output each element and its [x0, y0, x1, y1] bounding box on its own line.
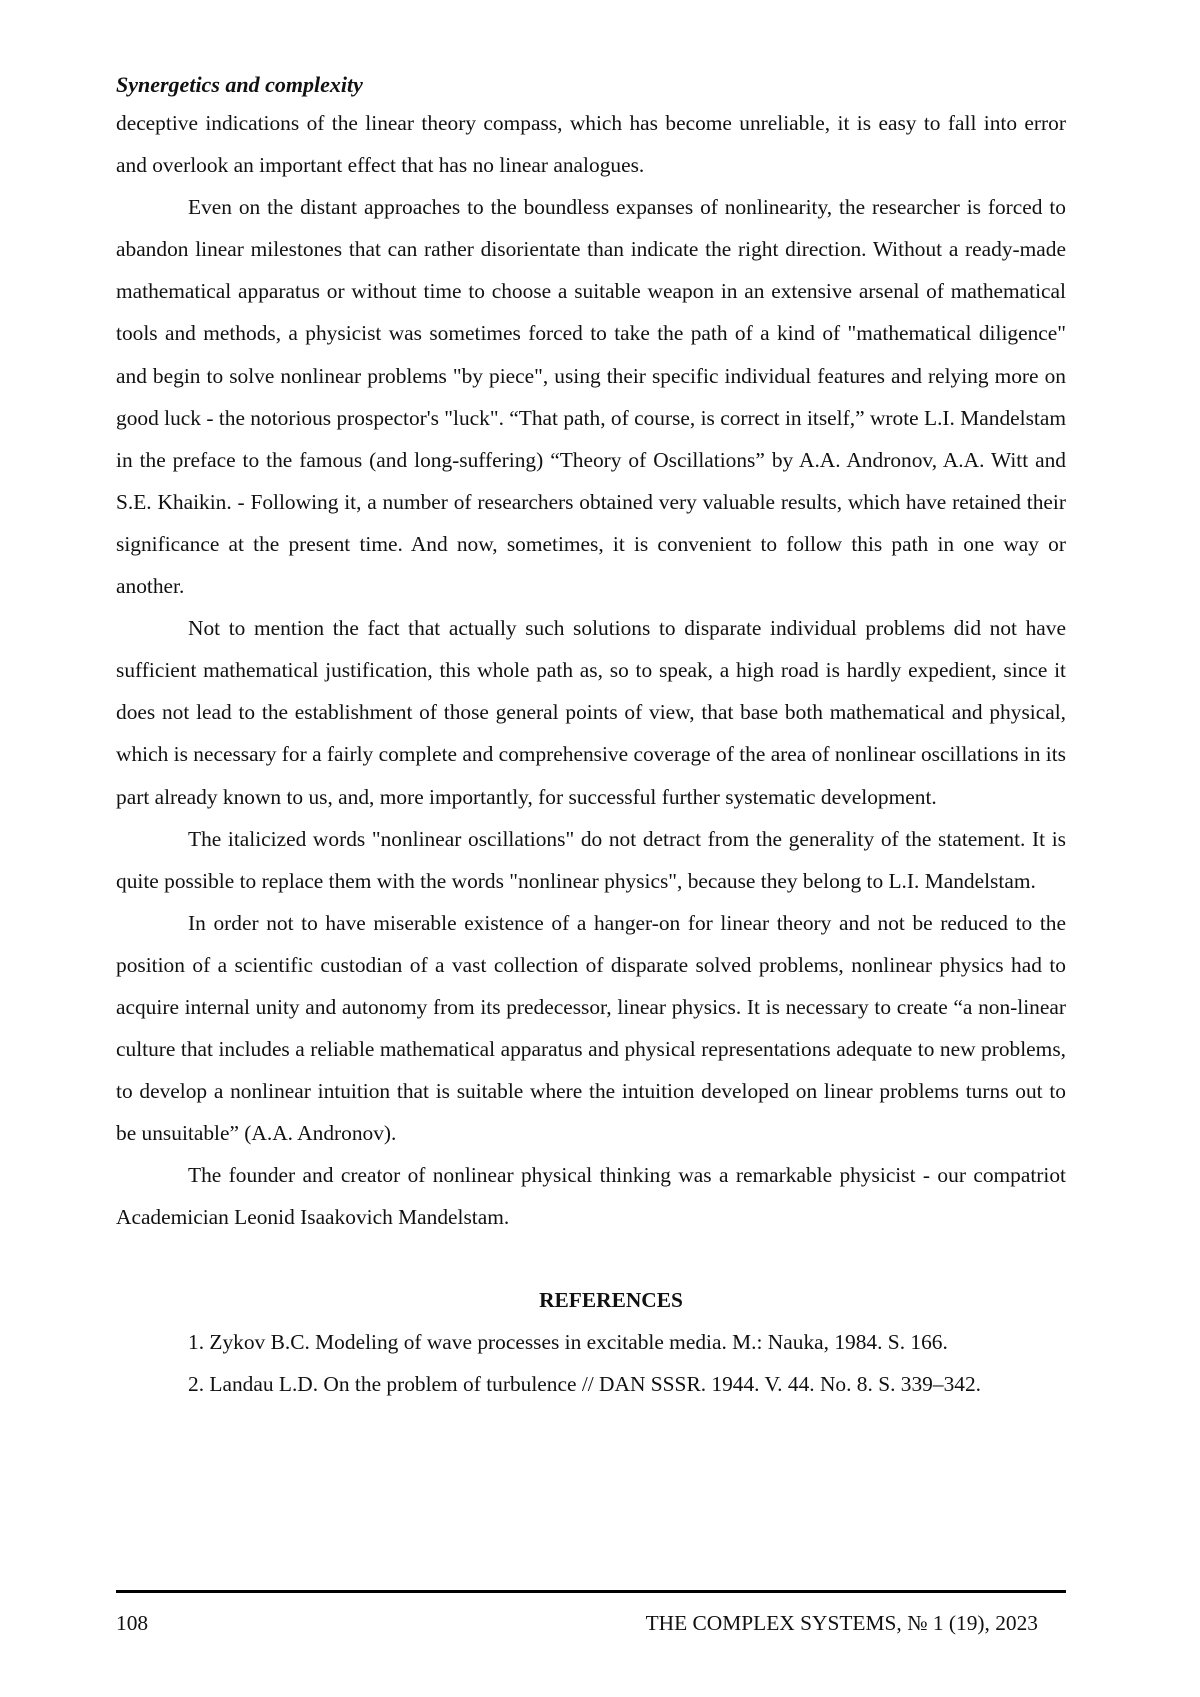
- reference-item: 2. Landau L.D. On the problem of turbulence // DAN SSSR. 1944. V. 44. No. 8. S. 339–342.: [188, 1371, 981, 1396]
- paragraph: The italicized words "nonlinear oscillations" do not detract from the generality of the statement. It is quite possible to replace them with the words "nonlinear physics", because they belong to L.I. Mandelstam.: [116, 826, 1066, 893]
- running-title: Synergetics and complexity: [116, 72, 363, 97]
- paragraph: In order not to have miserable existence of a hanger-on for linear theory and not be reduced to the position of a scientific custodian of a vast collection of disparate solved problems, nonlinear physics had to acquire internal unity and autonomy from its predecessor, linear physics. It is necessary to create “a non-linear culture that includes a reliable mathematical apparatus and physical representations adequate to new problems, to develop a nonlinear intuition that is suitable where the intuition developed on linear problems turns out to be unsuitable” (A.A. Andronov).: [116, 910, 1066, 1146]
- paragraph: The founder and creator of nonlinear physical thinking was a remarkable physicist - our compatriot Academician Leonid Isaakovich Mandelstam.: [116, 1163, 1066, 1230]
- reference-item: 1. Zykov B.C. Modeling of wave processes in excitable media. M.: Nauka, 1984. S. 166.: [188, 1329, 948, 1354]
- paragraph: Even on the distant approaches to the boundless expanses of nonlinearity, the researcher is forced to abandon linear milestones that can rather disorientate than indicate the right direction. Without a ready-made mathematical apparatus or without time to choose a suitable weapon in an extensive arsenal of mathematical tools and methods, a physicist was sometimes forced to take the path of a kind of "mathematical diligence" and begin to solve nonlinear problems "by piece", using their specific individual features and relying more on good luck - the notorious prospector's "luck". “That path, of course, is correct in itself,” wrote L.I. Mandelstam in the preface to the famous (and long-suffering) “Theory of Oscillations” by A.A. Andronov, A.A. Witt and S.E. Khaikin. - Following it, a number of researchers obtained very valuable results, which have retained their significance at the present time. And now, sometimes, it is convenient to follow this path in one way or another.: [116, 195, 1066, 599]
- footer-divider: [116, 1590, 1066, 1593]
- references-heading: REFERENCES: [539, 1287, 683, 1312]
- page-number: 108: [116, 1611, 149, 1635]
- paragraph: Not to mention the fact that actually such solutions to disparate individual problems did not have sufficient mathematical justification, this whole path as, so to speak, a high road is hardly expedient, since it does not lead to the establishment of those general points of view, that base both mathematical and physical, which is necessary for a fairly complete and comprehensive coverage of the area of nonlinear oscillations in its part already known to us, and, more importantly, for successful further systematic development.: [116, 616, 1066, 809]
- journal-name: THE COMPLEX SYSTEMS, № 1 (19), 2023: [645, 1611, 1038, 1635]
- paragraph-continuation: deceptive indications of the linear theory compass, which has become unreliable, it is easy to fall into error and overlook an important effect that has no linear analogues.: [116, 111, 1066, 178]
- page-content: [116, 68, 1066, 1405]
